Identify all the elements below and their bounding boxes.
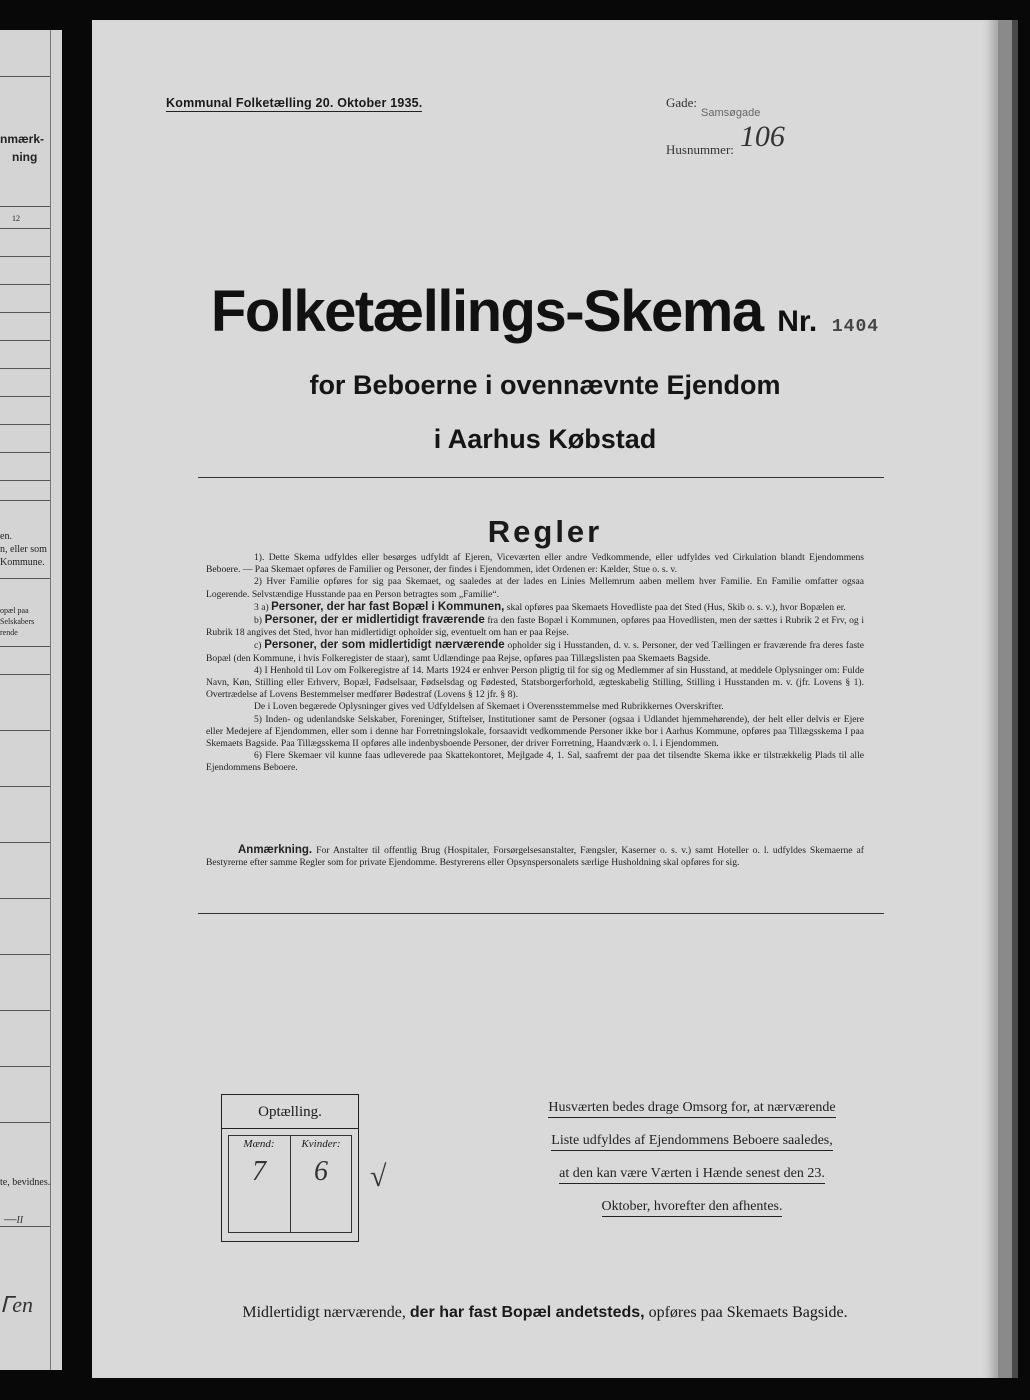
ruled-line: [0, 396, 50, 397]
rule-text: skal opføres paa Skemaets Hovedliste paa det Sted (Hus, Skib o. s. v.), hvor Bopælen er.: [506, 601, 846, 613]
women-label: Kvinder:: [301, 1138, 341, 1150]
page-stack-edge: [998, 20, 1012, 1378]
form-number-label: Nr.: [777, 305, 818, 338]
ruled-line: [0, 368, 50, 369]
count-title: Optælling.: [222, 1095, 358, 1129]
footer-emphasis: der har fast Bopæl andetsteds,: [409, 1304, 645, 1321]
text-fragment: Selskabers: [0, 617, 35, 626]
remark-text: For Anstalter til offentlig Brug (Hospitaler, Forsørgelsesanstalter, Fængsler, Kaserner o. s. v.) samt Hoteller o. l. udfyldes Skemaerne af Bestyrerne efter samme Regler som for private Ejendomme. Bestyrerens eller Opsynspersonalets særlige Husholdning skal opføres for sig.: [206, 845, 864, 869]
form-title: [92, 278, 998, 345]
ruled-line: [0, 206, 50, 207]
landlord-notice: [516, 1098, 868, 1230]
handwritten-mark: —II: [4, 1212, 24, 1227]
rule-2: 2) Hver Familie opføres for sig paa Skemaet, og saaledes at der lades en Linies Mellemrum aaben mellem hver Familie. En Familie omfatter ogsaa Logerende. Selvstændige Husstande paa en Person betragtes som „Familie“.: [206, 576, 864, 600]
footer-text: opføres paa Skemaets Bagside.: [648, 1304, 848, 1321]
rules-body: [206, 552, 864, 775]
ruled-line: [0, 340, 50, 341]
adjacent-page-edge: [0, 30, 62, 1370]
ruled-line: [0, 452, 50, 453]
footer-note: [92, 1304, 998, 1322]
census-header-title: Kommunal Folketælling 20. Oktober 1935.: [166, 96, 423, 110]
notice-line: Oktober, hvorefter den afhentes.: [602, 1199, 783, 1217]
ruled-line: [0, 898, 50, 899]
ruled-line: [0, 256, 50, 257]
page-stack-edge: [1012, 20, 1018, 1378]
house-number-field: [666, 120, 785, 162]
ruled-line: [0, 480, 50, 481]
rule-3c: [206, 639, 864, 664]
text-fragment: n, eller som: [0, 544, 47, 555]
divider: [198, 477, 884, 478]
footer-text: Midlertidigt nærværende,: [242, 1304, 406, 1321]
page-margin-line: [50, 30, 51, 1370]
remark-paragraph: [206, 844, 864, 869]
form-subtitle: for Beboerne i ovennævnte Ejendom: [309, 370, 781, 400]
rule-heading: Personer, der som midlertidigt nærværende: [264, 639, 505, 652]
rule-number: b): [254, 615, 262, 627]
ruled-line: [0, 312, 50, 313]
rule-number: c): [254, 640, 262, 652]
men-count: 7: [252, 1156, 266, 1187]
text-fragment: opæl paa: [0, 606, 29, 615]
house-number-label: Husnummer:: [666, 142, 734, 157]
rule-3b: [206, 614, 864, 639]
women-count: 6: [314, 1156, 328, 1187]
ruled-line: [0, 284, 50, 285]
column-header: ning: [12, 150, 38, 164]
rule-number: 3 a): [254, 601, 269, 613]
ruled-line: [0, 1066, 50, 1067]
ruled-line: [0, 674, 50, 675]
ruled-line: [0, 76, 50, 77]
rule-4: 4) I Henhold til Lov om Folkeregistre af 14. Marts 1924 er enhver Person pligtig til for sig og Medlemmer af sin Husstand, at meddele Oplysninger om: Fulde Navn, Køn, Stilling eller Erhverv, Bopæl, Fødselsaar, Fødselsdag og Fødested, Statsborgerforhold, ægteskabelig Stilling, Stilling i Husstanden m. v. (jfr. Lovens § 1). Overtrædelse af Lovens Bestemmelser medfører Bødestraf (Lovens § 12 jfr. § 8).: [206, 664, 864, 701]
form-subtitle-city: i Aarhus Købstad: [433, 424, 657, 454]
rules-heading: Regler: [487, 514, 603, 549]
ruled-line: [0, 730, 50, 731]
house-number-value: 106: [739, 120, 785, 153]
count-box: [221, 1094, 359, 1242]
ruled-line: [0, 578, 50, 579]
text-fragment: rende: [0, 628, 18, 637]
rule-6: 6) Flere Skemaer vil kunne faas udleverede paa Skattekontoret, Mejlgade 4, 1. Sal, saafremt der paa det tilsendte Skema ikke er tilstrækkelig Plads til alle Ejendommens Beboere.: [206, 750, 864, 774]
divider: [198, 913, 884, 914]
rule-1: 1). Dette Skema udfyldes eller besørges udfyldt af Ejeren, Viceværten eller andre Vedkommende, eller udfyldes ved Cirkulation blandt Ejendommens Beboere. — Paa Skemaet opføres de Familier og Personer, der findes i Ejendommen, idet Ordenen er: Kælder, Stue o. s. v.: [206, 552, 864, 576]
ruled-line: [0, 1010, 50, 1011]
notice-line: Liste udfyldes af Ejendommens Beboere saaledes,: [551, 1133, 832, 1151]
street-label: Gade:: [666, 95, 698, 110]
rule-text: fra den faste Bopæl i Kommunen, opføres paa Hovedlisten, men der sættes i Rubrik 2 et Frv, og i Rubrik 18 angives det Sted, hvor han midlertidigt opholder sig, eventuelt om han er paa Rejse.: [206, 615, 864, 639]
rule-heading: Personer, der er midlertidigt fraværende: [264, 614, 485, 627]
ruled-line: [0, 954, 50, 955]
text-fragment: en.: [0, 531, 12, 542]
rule-3a: [206, 601, 864, 614]
ruled-line: [0, 424, 50, 425]
count-table: [228, 1135, 352, 1233]
rule-4b: De i Loven begærede Oplysninger gives ved Udfyldelsen af Skemaet i Overensstemmelse med Rubrikkernes Overskrifter.: [254, 701, 724, 713]
notice-line: Husværten bedes drage Omsorg for, at nærværende: [548, 1100, 835, 1118]
column-header: nmærk-: [0, 132, 45, 146]
ruled-line: [0, 1122, 50, 1123]
street-field: [666, 94, 761, 119]
handwritten-mark: ᒥen: [0, 1292, 34, 1317]
ruled-line: [0, 842, 50, 843]
rule-text: opholder sig i Husstanden, d. v. s. Personer, der ved Tællingen er fraværende fra deres faste Bopæl (den Kommune, i hvis Folkeregister de staar), samt Udlændinge paa Rejse, opføres paa Tillægslisten paa Skemaets Bagside.: [206, 640, 864, 664]
street-value: Samsøgade: [701, 107, 761, 119]
text-fragment: te, bevidnes.: [0, 1177, 51, 1188]
census-form-sheet: [92, 20, 1000, 1378]
form-title-main: Folketællings-Skema: [210, 279, 763, 344]
notice-line: at den kan være Værten i Hænde senest den 23.: [559, 1166, 825, 1184]
rule-5: 5) Inden- og udenlandske Selskaber, Foreninger, Stiftelser, Institutioner samt de Personer (ogsaa i Udlandet hjemmehørende), der helt eller delvis er Ejere eller Medejere af Ejendommen, eller som i denne har Forretningslokale, forsaavidt vedkommende Personer ikke bor i Aarhus Kommune, opføres paa Tillægsskema I paa Skemaets Bagside. Paa Tillægsskema II opføres alle indenbysboende Personer, der driver Forretning, Haandværk o. l. i Ejendommen.: [206, 713, 864, 750]
ruled-line: [0, 228, 50, 229]
column-number: 12: [12, 214, 20, 223]
text-fragment: Kommune.: [0, 557, 45, 568]
remark-label: Anmærkning.: [238, 844, 313, 856]
men-label: Mænd:: [243, 1138, 275, 1150]
form-number-value: 1404: [831, 317, 880, 337]
ruled-line: [0, 646, 50, 647]
ruled-line: [0, 786, 50, 787]
check-mark: √: [370, 1160, 387, 1193]
rule-heading: Personer, der har fast Bopæl i Kommunen,: [271, 600, 505, 613]
ruled-line: [0, 500, 50, 501]
